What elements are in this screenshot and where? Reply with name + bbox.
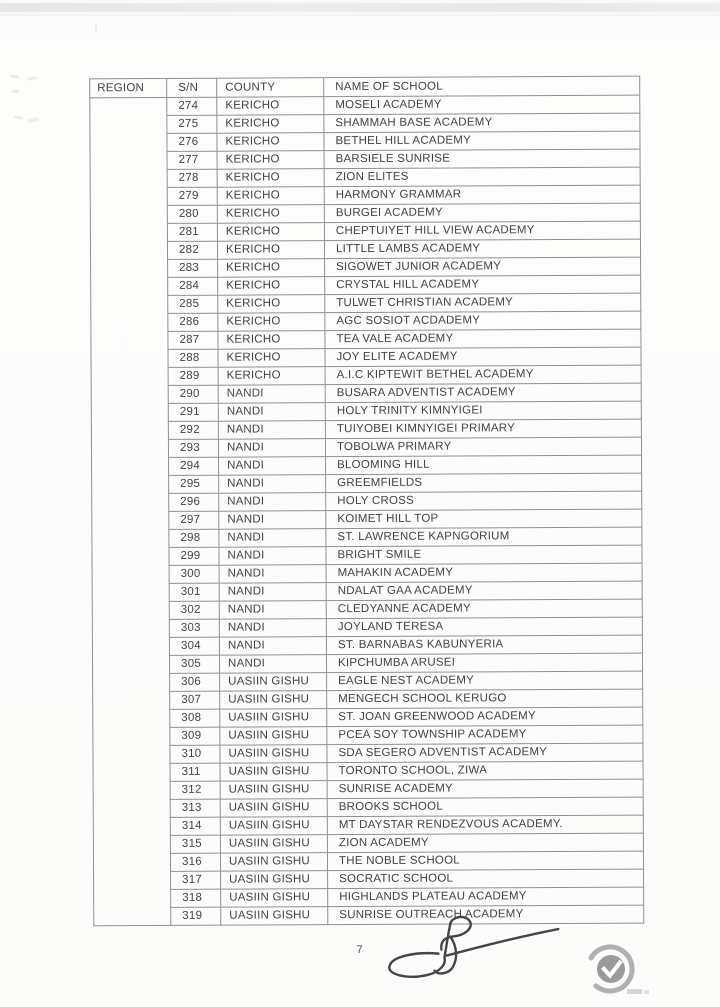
school-table bbox=[89, 76, 644, 927]
row-county: NANDI bbox=[219, 529, 326, 548]
row-school: BARSIELE SUNRISE bbox=[324, 149, 640, 169]
row-sn: 301 bbox=[169, 583, 219, 601]
row-sn: 307 bbox=[170, 691, 220, 709]
region-column-empty-cell bbox=[90, 97, 171, 925]
row-sn: 284 bbox=[168, 277, 218, 295]
row-sn: 296 bbox=[169, 493, 219, 511]
row-sn: 294 bbox=[169, 457, 219, 475]
row-county: UASIIN GISHU bbox=[220, 709, 327, 728]
row-school: SHAMMAH BASE ACADEMY bbox=[324, 113, 640, 133]
row-sn: 287 bbox=[168, 331, 218, 349]
row-sn: 289 bbox=[168, 367, 218, 385]
row-county: KERICHO bbox=[217, 97, 324, 116]
row-school: BROOKS SCHOOL bbox=[327, 797, 643, 817]
row-school: EAGLE NEST ACADEMY bbox=[327, 671, 643, 691]
page-number: 7 bbox=[356, 943, 364, 957]
row-sn: 293 bbox=[168, 439, 218, 457]
header-sn: S/N bbox=[167, 78, 217, 97]
row-school: ST. BARNABAS KABUNYERIA bbox=[326, 635, 642, 655]
header-school: NAME OF SCHOOL bbox=[324, 76, 640, 97]
row-county: KERICHO bbox=[218, 313, 325, 332]
row-school: PCEA SOY TOWNSHIP ACADEMY bbox=[327, 725, 643, 745]
row-sn: 311 bbox=[170, 763, 220, 781]
row-county: NANDI bbox=[218, 403, 325, 422]
row-county: UASIIN GISHU bbox=[221, 871, 328, 890]
row-county: KERICHO bbox=[217, 151, 324, 170]
row-school: ST. LAWRENCE KAPNGORIUM bbox=[326, 527, 642, 547]
row-county: UASIIN GISHU bbox=[220, 817, 327, 836]
row-school: BURGEI ACADEMY bbox=[324, 203, 640, 223]
row-sn: 317 bbox=[171, 871, 221, 889]
row-sn: 276 bbox=[167, 133, 217, 151]
row-county: KERICHO bbox=[217, 115, 324, 134]
row-school: HOLY CROSS bbox=[326, 491, 642, 511]
check-circle-watermark-icon bbox=[570, 942, 674, 1002]
row-sn: 288 bbox=[168, 349, 218, 367]
row-school: ZION ELITES bbox=[324, 167, 640, 187]
row-county: KERICHO bbox=[217, 133, 324, 152]
row-school: KOIMET HILL TOP bbox=[326, 509, 642, 529]
school-table-body bbox=[90, 95, 644, 926]
row-sn: 314 bbox=[170, 817, 220, 835]
row-sn: 302 bbox=[169, 601, 219, 619]
row-sn: 285 bbox=[168, 295, 218, 313]
row-school: BUSARA ADVENTIST ACADEMY bbox=[325, 383, 641, 403]
row-sn: 303 bbox=[169, 619, 219, 637]
row-school: CRYSTAL HILL ACADEMY bbox=[325, 275, 641, 295]
row-county: KERICHO bbox=[218, 277, 325, 296]
row-county: NANDI bbox=[219, 457, 326, 476]
header-region: REGION bbox=[90, 78, 167, 97]
row-school: HIGHLANDS PLATEAU ACADEMY bbox=[328, 887, 644, 907]
row-county: NANDI bbox=[219, 637, 326, 656]
row-county: UASIIN GISHU bbox=[220, 691, 327, 710]
row-sn: 315 bbox=[170, 835, 220, 853]
row-school: BLOOMING HILL bbox=[326, 455, 642, 475]
row-school: KIPCHUMBA ARUSEI bbox=[326, 653, 642, 673]
row-school: BRIGHT SMILE bbox=[326, 545, 642, 565]
row-county: NANDI bbox=[219, 547, 326, 566]
row-county: NANDI bbox=[219, 583, 326, 602]
row-school: SDA SEGERO ADVENTIST ACADEMY bbox=[327, 743, 643, 763]
row-sn: 305 bbox=[169, 655, 219, 673]
row-school: THE NOBLE SCHOOL bbox=[327, 851, 643, 871]
row-school: TOBOLWA PRIMARY bbox=[325, 437, 641, 457]
row-county: NANDI bbox=[219, 619, 326, 638]
row-sn: 309 bbox=[170, 727, 220, 745]
row-school: TULWET CHRISTIAN ACADEMY bbox=[325, 293, 641, 313]
row-sn: 297 bbox=[169, 511, 219, 529]
row-sn: 277 bbox=[167, 151, 217, 169]
row-sn: 298 bbox=[169, 529, 219, 547]
row-county: KERICHO bbox=[218, 295, 325, 314]
row-school: MT DAYSTAR RENDEZVOUS ACADEMY. bbox=[327, 815, 643, 835]
row-county: KERICHO bbox=[218, 367, 325, 386]
row-school: A.I.C KIPTEWIT BETHEL ACADEMY bbox=[325, 365, 641, 385]
row-county: UASIIN GISHU bbox=[220, 673, 327, 692]
row-county: NANDI bbox=[219, 565, 326, 584]
row-county: KERICHO bbox=[217, 241, 324, 260]
row-school: JOYLAND TERESA bbox=[326, 617, 642, 637]
row-county: UASIIN GISHU bbox=[221, 907, 328, 926]
row-county: NANDI bbox=[219, 655, 326, 674]
row-sn: 318 bbox=[171, 889, 221, 907]
row-sn: 281 bbox=[167, 223, 217, 241]
row-sn: 279 bbox=[167, 187, 217, 205]
row-school: AGC SOSIOT ACDADEMY bbox=[325, 311, 641, 331]
row-school: SUNRISE OUTREACH ACADEMY bbox=[328, 905, 644, 925]
row-county: KERICHO bbox=[218, 259, 325, 278]
row-county: UASIIN GISHU bbox=[221, 889, 328, 908]
row-county: UASIIN GISHU bbox=[220, 835, 327, 854]
row-county: KERICHO bbox=[218, 349, 325, 368]
row-county: KERICHO bbox=[217, 169, 324, 188]
row-school: TORONTO SCHOOL, ZIWA bbox=[327, 761, 643, 781]
row-school: GREEMFIELDS bbox=[326, 473, 642, 493]
row-county: UASIIN GISHU bbox=[220, 763, 327, 782]
row-county: KERICHO bbox=[217, 205, 324, 224]
row-county: KERICHO bbox=[217, 223, 324, 242]
row-sn: 286 bbox=[168, 313, 218, 331]
row-school: ST. JOAN GREENWOOD ACADEMY bbox=[327, 707, 643, 727]
row-sn: 278 bbox=[167, 169, 217, 187]
row-school: MOSELI ACADEMY bbox=[324, 95, 640, 115]
row-sn: 290 bbox=[168, 385, 218, 403]
row-county: KERICHO bbox=[218, 331, 325, 350]
row-county: UASIIN GISHU bbox=[220, 799, 327, 818]
row-sn: 308 bbox=[170, 709, 220, 727]
row-county: NANDI bbox=[219, 511, 326, 530]
row-county: NANDI bbox=[219, 475, 326, 494]
row-sn: 313 bbox=[170, 799, 220, 817]
handwritten-signature-icon bbox=[380, 911, 570, 990]
row-sn: 316 bbox=[170, 853, 220, 871]
row-school: NDALAT GAA ACADEMY bbox=[326, 581, 642, 601]
row-sn: 274 bbox=[167, 97, 217, 115]
row-school: SUNRISE ACADEMY bbox=[327, 779, 643, 799]
row-school: BETHEL HILL ACADEMY bbox=[324, 131, 640, 151]
row-sn: 292 bbox=[168, 421, 218, 439]
row-sn: 300 bbox=[169, 565, 219, 583]
row-sn: 295 bbox=[169, 475, 219, 493]
row-sn: 312 bbox=[170, 781, 220, 799]
header-county: COUNTY bbox=[217, 78, 324, 98]
row-sn: 304 bbox=[169, 637, 219, 655]
row-county: NANDI bbox=[218, 421, 325, 440]
row-sn: 291 bbox=[168, 403, 218, 421]
row-county: NANDI bbox=[218, 439, 325, 458]
row-school: ZION ACADEMY bbox=[327, 833, 643, 853]
row-county: UASIIN GISHU bbox=[220, 781, 327, 800]
row-county: UASIIN GISHU bbox=[220, 853, 327, 872]
row-sn: 310 bbox=[170, 745, 220, 763]
row-school: SIGOWET JUNIOR ACADEMY bbox=[325, 257, 641, 277]
row-sn: 275 bbox=[167, 115, 217, 133]
row-school: MAHAKIN ACADEMY bbox=[326, 563, 642, 583]
row-sn: 283 bbox=[168, 259, 218, 277]
row-school: MENGECH SCHOOL KERUGO bbox=[327, 689, 643, 709]
row-county: NANDI bbox=[218, 385, 325, 404]
row-sn: 282 bbox=[167, 241, 217, 259]
row-county: UASIIN GISHU bbox=[220, 745, 327, 764]
row-school: TEA VALE ACADEMY bbox=[325, 329, 641, 349]
row-county: KERICHO bbox=[217, 187, 324, 206]
row-sn: 280 bbox=[167, 205, 217, 223]
row-sn: 306 bbox=[170, 673, 220, 691]
row-school: LITTLE LAMBS ACADEMY bbox=[324, 239, 640, 259]
row-sn: 319 bbox=[171, 907, 221, 925]
row-school: CHEPTUIYET HILL VIEW ACADEMY bbox=[324, 221, 640, 241]
row-county: UASIIN GISHU bbox=[220, 727, 327, 746]
row-county: NANDI bbox=[219, 601, 326, 620]
row-school: HOLY TRINITY KIMNYIGEI bbox=[325, 401, 641, 421]
row-sn: 299 bbox=[169, 547, 219, 565]
row-county: NANDI bbox=[219, 493, 326, 512]
row-school: JOY ELITE ACADEMY bbox=[325, 347, 641, 367]
row-school: TUIYOBEI KIMNYIGEI PRIMARY bbox=[325, 419, 641, 439]
row-school: HARMONY GRAMMAR bbox=[324, 185, 640, 205]
table-row bbox=[93, 815, 643, 836]
row-school: CLEDYANNE ACADEMY bbox=[326, 599, 642, 619]
row-school: SOCRATIC SCHOOL bbox=[328, 869, 644, 889]
